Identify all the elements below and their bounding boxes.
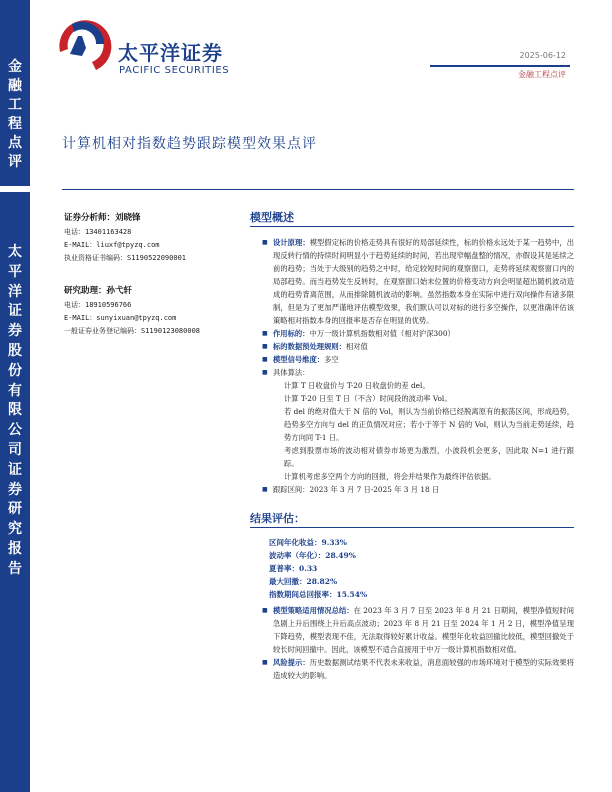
brand-name-en: PACIFIC SECURITIES <box>119 65 230 76</box>
index-total-return: 指数期间总回报率：15.54% <box>269 590 368 599</box>
algorithm-step-4: 考虑到股票市场的波动相对债券市场更为激烈，小波段机会更多，因此取 N=1 进行跟踪。 <box>284 446 574 468</box>
analyst-label: 证券分析师：刘晓锋 <box>64 213 141 223</box>
assistant-email: E-MAIL：sunyixuan@tpyzq.com <box>64 314 177 322</box>
header-rule <box>430 65 570 67</box>
overview-heading: 模型概述 <box>250 211 294 224</box>
results-metrics <box>269 536 367 601</box>
title-rule <box>62 189 574 190</box>
max-drawdown: 最大回撤：28.82% <box>269 577 338 586</box>
results-body <box>262 604 574 682</box>
sidebar-category: 金融工程点评 <box>8 59 22 170</box>
algorithm-step-1: 计算 T 日收盘价与 T-20 日收盘价的差 del。 <box>284 381 430 390</box>
sharpe-ratio: 夏普率：0.33 <box>269 564 318 573</box>
sidebar-org: 太平洋证券股份有限公司证券研究报告 <box>8 244 22 577</box>
algorithm-step-2: 计算 T-20 日至 T 日（不含）时间段的波动率 Vol。 <box>284 394 452 403</box>
analyst-email: E-MAIL：liuxf@tpyzq.com <box>64 241 160 249</box>
sidebar-divider <box>0 186 30 192</box>
results-rule <box>250 527 574 528</box>
algorithm-step-3: 若 del 的绝对值大于 N 倍的 Vol，则认为当前价格已经脱离原有的振荡区间，形成趋势，趋势多空方向与 del 的正负情况对应；若小于等于 N 倍的 Vol，则认为当前走势延续，趋势方向同 T-1 日。 <box>284 407 574 442</box>
analyst-phone: 电话：13401163428 <box>64 228 132 236</box>
target: ■ 作用标的：中万一级计算机指数相对值（相对沪深300） <box>262 327 574 340</box>
report-title: 计算机相对指数趋势跟踪模型效果点评 <box>62 136 317 152</box>
tracking-period: ■ 跟踪区间：2023 年 3 月 7 日-2025 年 3 月 18 日 <box>262 483 574 496</box>
assistant-phone: 电话：18910596766 <box>64 301 132 309</box>
clipped-heading-fragment <box>60 100 120 106</box>
algorithm: ■ 具体算法： <box>262 366 574 379</box>
results-heading: 结果评估： <box>250 512 305 525</box>
sidebar <box>0 0 30 792</box>
overview-rule <box>250 226 574 227</box>
brand-name-cn: 太平洋证券 <box>118 41 223 65</box>
strategy-summary: ■ 模型策略适用情况总结：在 2023 年 3 月 7 日至 2023 年 8 月 21 日期间，模型净值短时间急剧上升后围绕上升后高点波动；2023 年 8 月 21 日至 2024 年 1 月 2 日，模型净值呈现下降趋势，模型表现不佳，无法取得较好累计收益。模型年化收益回撤比较低，模型回撤处于较长时间回撤中。因此，该模型不适合直接用于中万一级计算机指数相对值。 <box>262 604 574 656</box>
volatility: 波动率（年化）：28.49% <box>269 551 356 560</box>
annual-return: 区间年化收益：9.33% <box>269 538 347 547</box>
pacific-logo-icon <box>56 14 116 74</box>
preprocess-rule: ■ 标的数据预处理规则：相对值 <box>262 340 574 353</box>
assistant-cert: 一般证券业务登记编码：S1190123080008 <box>64 327 201 335</box>
design-principle: ■ 设计原理：模型假定标的价格走势具有很好的局部延续性，标的价格永远处于某一趋势中，出现反转行情的持续时间明显小于趋势延续的时间，若出现窄幅盘整的情况，亦假设其是延续之前的趋势；当处于大级别的趋势之中时，给定较短时间的观察窗口，走势将延续观察窗口内的局部趋势。而当趋势发生反转时，在观察窗口始末位置的价格变动方向会明显超出随机波动造成的趋势背离范围，从而排除随机波动的影响。虽然指数本身在实际中进行双向操作有诸多限制，但是为了更加严谨地评估模型效果，我们默认可以对标的进行多空操作，以更准确评估该策略相对指数本身的回报率是否存在明显的优势。 <box>262 236 574 327</box>
analyst-cert: 执业资格证书编码：S1190522090001 <box>64 254 187 262</box>
author-info <box>64 210 244 338</box>
report-category: 金融工程点评 <box>518 70 566 79</box>
signal-dimension: ■ 模型信号维度：多空 <box>262 353 574 366</box>
overview-body <box>262 236 574 496</box>
algorithm-step-5: 计算机考虑多空两个方向的回报，将会并结果作为最终评估依据。 <box>284 472 496 481</box>
risk-warning: ■ 风险提示：历史数据测试结果不代表未来收益，消息面较强的市场环境对于模型的实际效果将造成较大的影响。 <box>262 656 574 682</box>
assistant-label: 研究助理：孙弋轩 <box>64 286 133 296</box>
report-date: 2025-06-12 <box>519 51 566 60</box>
